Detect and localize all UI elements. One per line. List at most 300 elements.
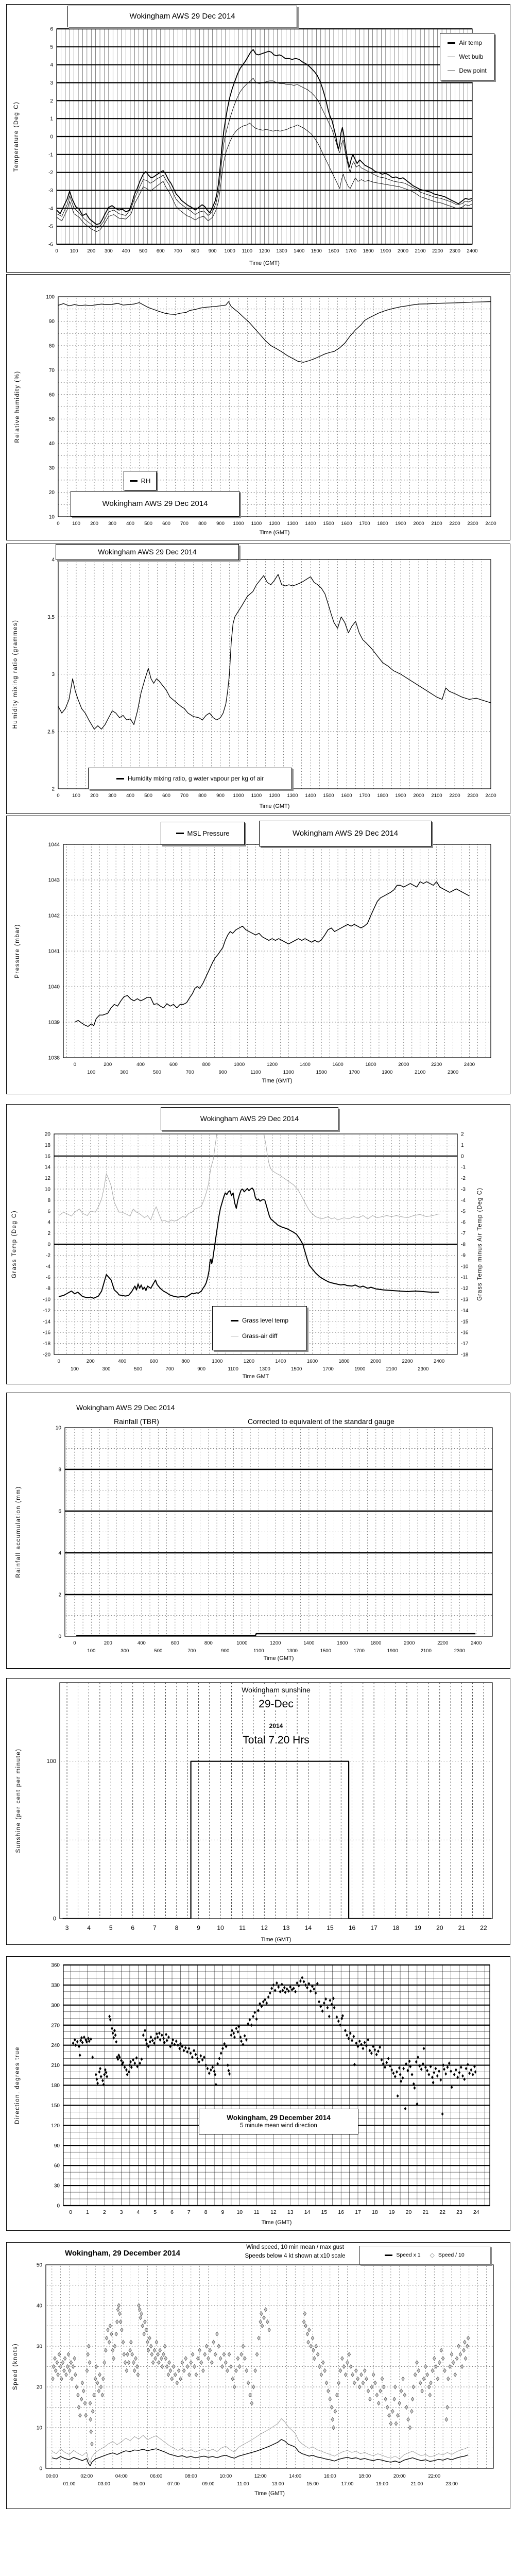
y-tick-label: -6 <box>48 242 53 248</box>
x-tick-label: 12:00 <box>254 2473 267 2479</box>
x-tick-label: 2300 <box>467 793 478 799</box>
x-tick-label: 600 <box>162 521 170 527</box>
y-tick-label: 0 <box>39 2466 42 2472</box>
x-tick-label: 0 <box>57 521 60 527</box>
y-tick-label: 2 <box>50 98 53 104</box>
x-tick-label: 2100 <box>431 521 442 527</box>
x-tick-label: 22 <box>439 2209 445 2215</box>
legend-marker-thick-icon <box>116 778 124 779</box>
x-tick-label: 1900 <box>354 1366 366 1372</box>
x-tick-label: 2300 <box>418 1366 429 1372</box>
x-tick-label: 20 <box>405 2209 412 2215</box>
legend <box>124 471 157 490</box>
rainfall-chart-canvas <box>7 1393 510 1668</box>
legend-marker-thick-icon <box>385 2255 392 2256</box>
chart-title-text: Wokingham AWS 29 Dec 2014 <box>98 548 197 556</box>
x-axis-title: Time (GMT) <box>249 260 280 266</box>
y-tick-label: 4 <box>50 62 53 69</box>
x-tick-label: 1400 <box>305 793 316 799</box>
x-tick-label: 00:00 <box>45 2473 58 2479</box>
chart-title <box>71 491 239 517</box>
sunshine-series <box>63 1761 491 1919</box>
x-tick-label: 23 <box>456 2209 462 2215</box>
x-tick-label: 1800 <box>370 1640 382 1646</box>
x-tick-label: 1100 <box>250 1070 261 1075</box>
x-tick-label: 1400 <box>275 1359 286 1364</box>
x-tick-label: 0 <box>69 2209 73 2215</box>
chart-title-text: Wokingham AWS 29 Dec 2014 <box>129 12 235 21</box>
y-tick-label: -4 <box>46 1264 50 1270</box>
x-tick-label: 2200 <box>449 521 460 527</box>
x-tick-label: 1600 <box>341 793 352 799</box>
plot-frame <box>60 1683 492 1919</box>
mean-speed-series <box>52 2439 468 2466</box>
y-tick-label: 60 <box>54 2163 60 2169</box>
x-tick-label: 0 <box>73 1062 76 1067</box>
y-tick-label: 20 <box>44 1131 50 1138</box>
x-tick-label: 600 <box>149 1359 158 1364</box>
x-tick-label: 400 <box>122 248 130 254</box>
x-tick-label: 1100 <box>251 521 262 527</box>
x-tick-label: 17 <box>370 1924 377 1931</box>
x-tick-label: 500 <box>154 1648 163 1654</box>
y-tick-label: 80 <box>48 343 55 349</box>
x-tick-label: 17 <box>355 2209 361 2215</box>
relative-humidity-chart <box>6 274 510 540</box>
x-tick-label: 04:00 <box>115 2473 128 2479</box>
x-tick-label: 800 <box>181 1359 190 1364</box>
mixing-ratio-series <box>58 574 491 729</box>
x-tick-label: 1900 <box>387 1648 398 1654</box>
total-label: Total 7.20 Hrs <box>241 1734 311 1747</box>
legend-item <box>130 477 151 485</box>
legend-marker-thick-icon <box>231 1320 238 1321</box>
sunshine-chart-canvas <box>7 1679 510 1944</box>
x-tick-label: 900 <box>216 793 225 799</box>
x-tick-label: 2300 <box>454 1648 465 1654</box>
y-tick-label: 30 <box>48 465 55 471</box>
y2-tick-label: -5 <box>461 1209 466 1215</box>
y2-tick-label: 2 <box>461 1131 464 1138</box>
x-tick-label: 100 <box>70 248 78 254</box>
x-axis-title: Time (GMT) <box>261 2219 292 2226</box>
x-tick-label: 1300 <box>287 521 298 527</box>
x-tick-label: 1000 <box>224 248 235 254</box>
y-tick-label: 8 <box>47 1197 50 1204</box>
x-tick-label: 1600 <box>337 1640 348 1646</box>
year-label: 2014 <box>268 1723 285 1730</box>
x-tick-label: 1700 <box>359 521 370 527</box>
x-tick-label: 300 <box>108 521 116 527</box>
chart-title-text: Wokingham AWS 29 Dec 2014 <box>200 1114 299 1123</box>
legend-label: RH <box>141 477 151 485</box>
x-tick-label: 900 <box>216 521 225 527</box>
y-tick-label: 18 <box>44 1142 50 1148</box>
x-tick-label: 11 <box>239 1924 246 1931</box>
x-tick-label: 2000 <box>397 248 409 254</box>
x-tick-label: 1100 <box>242 248 253 254</box>
x-tick-label: 1900 <box>380 248 391 254</box>
y-axis-title: Grass Temp (Deg C) <box>11 1210 18 1279</box>
y-tick-label: 50 <box>36 2262 42 2268</box>
y-tick-label: 12 <box>44 1176 50 1182</box>
grass-level-temp-series <box>59 1188 439 1298</box>
y-tick-label: 2 <box>52 786 55 792</box>
x-tick-label: 06:00 <box>150 2473 163 2479</box>
x-tick-label: 9 <box>221 2209 225 2215</box>
x-tick-label: 7 <box>153 1924 157 1931</box>
y2-tick-label: -17 <box>461 1341 469 1347</box>
y-tick-label: -5 <box>48 224 53 230</box>
x-tick-label: 200 <box>87 248 96 254</box>
y-tick-label: -14 <box>43 1319 50 1325</box>
x-tick-label: 2000 <box>398 1062 409 1067</box>
y2-tick-label: -1 <box>461 1164 466 1171</box>
x-tick-label: 400 <box>118 1359 127 1364</box>
x-tick-label: 1800 <box>377 793 388 799</box>
x-tick-label: 1300 <box>286 1648 298 1654</box>
y-axis-title: Rainfall accumulation (mm) <box>15 1486 22 1578</box>
y-tick-label: 90 <box>48 318 55 325</box>
legend-label: Wet bulb <box>459 53 484 60</box>
y2-tick-label: 1 <box>461 1142 464 1148</box>
x-tick-label: 19 <box>388 2209 395 2215</box>
y2-tick-label: -14 <box>461 1308 469 1314</box>
x-tick-label: 12 <box>270 2209 277 2215</box>
wind-speed-chart <box>6 2242 510 2509</box>
x-tick-label: 2200 <box>431 1062 442 1067</box>
x-axis-title: Time (GMT) <box>261 1937 291 1943</box>
x-tick-label: 1100 <box>228 1366 238 1372</box>
x-tick-label: 3 <box>65 1924 69 1931</box>
x-axis-title: Time GMT <box>242 1374 269 1380</box>
x-tick-label: 1500 <box>320 1648 331 1654</box>
y-tick-label: 0 <box>53 1916 56 1922</box>
x-tick-label: 21 <box>422 2209 429 2215</box>
y-tick-label: 20 <box>36 2384 42 2391</box>
y-tick-label: 1044 <box>48 842 60 848</box>
y2-tick-label: -15 <box>461 1319 469 1325</box>
legend-item <box>231 1332 277 1340</box>
x-tick-label: 15 <box>321 2209 328 2215</box>
x-tick-label: 1200 <box>266 1062 278 1067</box>
rainfall-accumulation-series <box>76 1634 475 1636</box>
x-tick-label: 21:00 <box>410 2481 423 2487</box>
y-tick-label: -2 <box>46 1252 50 1259</box>
x-tick-label: 200 <box>86 1359 95 1364</box>
x-tick-label: 1200 <box>243 1359 254 1364</box>
y2-tick-label: -4 <box>461 1197 466 1204</box>
x-tick-label: 02:00 <box>80 2473 93 2479</box>
x-tick-label: 300 <box>104 248 113 254</box>
x-tick-label: 1900 <box>382 1070 393 1075</box>
x-tick-label: 1300 <box>276 248 287 254</box>
y-tick-label: 150 <box>51 2103 60 2109</box>
x-tick-label: 1000 <box>212 1359 223 1364</box>
legend-marker-thick-icon <box>448 42 455 44</box>
chart-title-text: Wokingham AWS 29 Dec 2014 <box>292 829 399 838</box>
x-tick-label: 1500 <box>323 793 334 799</box>
legend-item <box>385 2252 420 2258</box>
y2-tick-label: 0 <box>461 1154 464 1160</box>
x-tick-label: 1900 <box>395 521 406 527</box>
legend-label: Speed x 1 <box>396 2252 421 2258</box>
chart-title: Wokingham AWS 29 Dec 2014 <box>75 1403 176 1412</box>
x-tick-label: 1000 <box>233 521 244 527</box>
x-tick-label: 700 <box>180 521 188 527</box>
y-tick-label: 10 <box>44 1187 50 1193</box>
x-tick-label: 15 <box>327 1924 334 1931</box>
x-tick-label: 900 <box>197 1366 206 1372</box>
x-tick-label: 2400 <box>471 1640 482 1646</box>
x-tick-label: 1600 <box>341 521 352 527</box>
y-tick-label: -8 <box>46 1286 50 1292</box>
x-tick-label: 1200 <box>269 793 280 799</box>
x-tick-label: 100 <box>71 1366 79 1372</box>
x-tick-label: 2000 <box>413 521 424 527</box>
sunshine-chart <box>6 1678 510 1945</box>
x-tick-label: 13 <box>283 1924 290 1931</box>
y-tick-label: -18 <box>43 1341 50 1347</box>
x-tick-label: 23:00 <box>445 2481 458 2487</box>
x-tick-label: 1400 <box>305 521 316 527</box>
x-tick-label: 2200 <box>449 793 460 799</box>
chart-subtitle-1: Wind speed, 10 min mean / max gust <box>245 2244 346 2251</box>
legend-item <box>448 53 483 60</box>
x-tick-label: 1200 <box>270 1640 281 1646</box>
y-tick-label: 1 <box>50 116 53 122</box>
legend <box>359 2246 490 2264</box>
y-tick-label: 100 <box>46 1758 56 1765</box>
x-tick-label: 900 <box>218 1070 227 1075</box>
y-tick-label: -2 <box>48 170 53 176</box>
x-axis-title: Time (GMT) <box>262 1078 293 1084</box>
chart-note: Corrected to equivalent of the standard gauge <box>246 1417 396 1426</box>
x-tick-label: 300 <box>120 1070 129 1075</box>
chart-subtitle-2: Speeds below 4 kt shown at x10 scale <box>244 2253 347 2260</box>
legend-item <box>430 2252 465 2258</box>
max-gust-series <box>52 2419 468 2463</box>
x-tick-label: 4 <box>87 1924 91 1931</box>
wind-direction-series <box>72 1976 477 2115</box>
y2-tick-label: -9 <box>461 1252 466 1259</box>
x-tick-label: 1400 <box>303 1640 315 1646</box>
y2-tick-label: -12 <box>461 1286 469 1292</box>
x-tick-label: 500 <box>134 1366 142 1372</box>
y-tick-label: 30 <box>36 2344 42 2350</box>
x-tick-label: 1 <box>86 2209 89 2215</box>
y-tick-label: 16 <box>44 1154 50 1160</box>
x-tick-label: 13 <box>287 2209 294 2215</box>
legend-item <box>176 829 230 837</box>
legend-item <box>116 775 264 782</box>
x-tick-label: 500 <box>139 248 148 254</box>
y-tick-label: 100 <box>46 294 55 300</box>
x-tick-label: 6 <box>131 1924 135 1931</box>
y-tick-label: 90 <box>54 2143 60 2149</box>
x-tick-label: 600 <box>162 793 170 799</box>
x-tick-label: 1100 <box>251 793 262 799</box>
x-tick-label: 200 <box>104 1640 112 1646</box>
x-tick-label: 1800 <box>338 1359 350 1364</box>
x-axis-title: Time (GMT) <box>259 803 290 809</box>
x-tick-label: 16 <box>338 2209 345 2215</box>
y-tick-label: 8 <box>58 1467 61 1473</box>
y2-tick-label: -3 <box>461 1187 466 1193</box>
x-tick-label: 2300 <box>467 521 478 527</box>
y-tick-label: 50 <box>48 416 55 422</box>
y-tick-label: 40 <box>36 2303 42 2309</box>
y2-tick-label: -10 <box>461 1264 469 1270</box>
x-tick-label: 1700 <box>349 1070 360 1075</box>
y-axis-title: Humidity mixing ratio (grammes) <box>12 619 19 729</box>
y2-axis-title: Grass Temp minus Air Temp (Deg C) <box>477 1188 483 1301</box>
x-tick-label: 100 <box>72 793 80 799</box>
x-tick-label: 8 <box>204 2209 208 2215</box>
x-tick-label: 8 <box>175 1924 179 1931</box>
x-tick-label: 1000 <box>234 1062 245 1067</box>
y-axis-title: Temperature (Deg C) <box>13 101 20 172</box>
x-tick-label: 2100 <box>386 1366 397 1372</box>
x-tick-label: 2000 <box>413 793 424 799</box>
x-tick-label: 11:00 <box>237 2481 249 2487</box>
x-tick-label: 20 <box>436 1924 443 1931</box>
legend <box>88 768 292 789</box>
x-tick-label: 15:00 <box>306 2481 319 2487</box>
y-tick-label: 10 <box>55 1425 61 1431</box>
x-tick-label: 21 <box>458 1924 466 1931</box>
x-tick-label: 0 <box>57 1359 60 1364</box>
x-tick-label: 2100 <box>420 1648 432 1654</box>
x-tick-label: 200 <box>90 521 98 527</box>
x-tick-label: 08:00 <box>184 2473 197 2479</box>
chart-title <box>67 6 297 27</box>
y-tick-label: 0 <box>50 134 53 140</box>
legend <box>212 1306 307 1350</box>
x-tick-label: 0 <box>57 793 60 799</box>
x-tick-label: 6 <box>170 2209 174 2215</box>
x-tick-label: 1000 <box>236 1640 248 1646</box>
x-tick-label: 5 <box>153 2209 157 2215</box>
chart-title-text: Wokingham AWS 29 Dec 2014 <box>102 499 208 509</box>
x-tick-label: 07:00 <box>167 2481 180 2487</box>
y-tick-label: -16 <box>43 1330 50 1336</box>
x-tick-label: 600 <box>169 1062 178 1067</box>
x-tick-label: 1900 <box>395 793 406 799</box>
chart-title <box>259 821 432 846</box>
y-tick-label: -1 <box>48 152 53 158</box>
chart-title-text: Wokingham, 29 December 2014 <box>227 2113 331 2122</box>
mixing-ratio-chart <box>6 544 510 814</box>
y-tick-label: 20 <box>48 490 55 496</box>
x-tick-label: 700 <box>165 1366 174 1372</box>
y-axis-title: Relative humidity (%) <box>14 370 21 443</box>
y-tick-label: 0 <box>58 1634 61 1640</box>
temperature-chart-canvas <box>7 5 510 272</box>
y-tick-label: 4 <box>58 1550 61 1556</box>
x-tick-label: 2100 <box>415 1070 426 1075</box>
y-tick-label: 1041 <box>48 948 60 955</box>
grass-temp-chart <box>6 1104 510 1384</box>
x-tick-label: 0 <box>55 248 58 254</box>
grass-air-diff-series <box>59 1125 439 1222</box>
chart-title <box>56 544 239 560</box>
y2-tick-label: -7 <box>461 1231 466 1237</box>
x-tick-label: 16 <box>348 1924 356 1931</box>
y-tick-label: 3.5 <box>47 614 55 620</box>
date-label: 29-Dec <box>257 1698 295 1710</box>
legend-marker-diamond-icon: ◇ <box>430 2251 435 2259</box>
y-tick-label: 0 <box>57 2203 60 2209</box>
x-tick-label: 1300 <box>259 1366 270 1372</box>
x-tick-label: 200 <box>104 1062 112 1067</box>
x-tick-label: 300 <box>121 1648 129 1654</box>
legend-label: MSL Pressure <box>187 829 230 837</box>
x-tick-label: 400 <box>136 1062 145 1067</box>
x-tick-label: 1000 <box>233 793 244 799</box>
y2-tick-label: -16 <box>461 1330 469 1336</box>
x-tick-label: 01:00 <box>63 2481 76 2487</box>
x-tick-label: 18 <box>371 2209 378 2215</box>
x-tick-label: 700 <box>174 248 182 254</box>
y-tick-label: 60 <box>48 392 55 398</box>
x-tick-label: 300 <box>102 1366 111 1372</box>
x-tick-label: 100 <box>72 521 80 527</box>
x-tick-label: 700 <box>180 793 188 799</box>
x-tick-label: 2100 <box>431 793 442 799</box>
x-tick-label: 18 <box>392 1924 400 1931</box>
x-tick-label: 900 <box>221 1648 230 1654</box>
y-tick-label: 360 <box>51 1962 60 1969</box>
x-tick-label: 800 <box>198 521 207 527</box>
x-tick-label: 2300 <box>449 248 460 254</box>
y-tick-label: 0 <box>47 1242 50 1248</box>
legend-label: Humidity mixing ratio, g water vapour per kg of air <box>127 775 264 782</box>
x-tick-label: 0 <box>73 1640 76 1646</box>
legend-label: Grass level temp <box>242 1317 289 1324</box>
y-tick-label: 4 <box>52 557 55 563</box>
x-tick-label: 10:00 <box>219 2473 232 2479</box>
wind-direction-chart <box>6 1956 510 2231</box>
x-tick-label: 2100 <box>415 248 426 254</box>
x-tick-label: 1700 <box>322 1366 334 1372</box>
wind-direction-chart-canvas <box>7 1957 510 2230</box>
x-tick-label: 1100 <box>253 1648 264 1654</box>
x-tick-label: 14 <box>304 1924 312 1931</box>
y2-tick-label: -6 <box>461 1219 466 1226</box>
y-tick-label: 30 <box>54 2183 60 2189</box>
pressure-chart <box>6 816 510 1094</box>
chart-title: Wokingham sunshine <box>240 1686 312 1694</box>
x-tick-label: 800 <box>204 1640 213 1646</box>
x-tick-label: 300 <box>108 793 116 799</box>
legend-label: Speed / 10 <box>438 2252 465 2258</box>
chart-title: Wokingham, 29 December 2014 <box>63 2249 182 2258</box>
y-tick-label: 5 <box>50 44 53 50</box>
x-tick-label: 1700 <box>353 1648 365 1654</box>
x-tick-label: 7 <box>187 2209 191 2215</box>
x-tick-label: 1700 <box>359 793 370 799</box>
y-tick-label: 270 <box>51 2023 60 2029</box>
y-tick-label: -20 <box>43 1352 50 1358</box>
x-tick-label: 1600 <box>332 1062 344 1067</box>
y2-tick-label: -8 <box>461 1242 466 1248</box>
x-tick-label: 800 <box>202 1062 211 1067</box>
x-tick-label: 14:00 <box>289 2473 302 2479</box>
chart-title <box>199 2109 358 2134</box>
y-tick-label: 10 <box>48 514 55 520</box>
x-tick-label: 19 <box>414 1924 421 1931</box>
